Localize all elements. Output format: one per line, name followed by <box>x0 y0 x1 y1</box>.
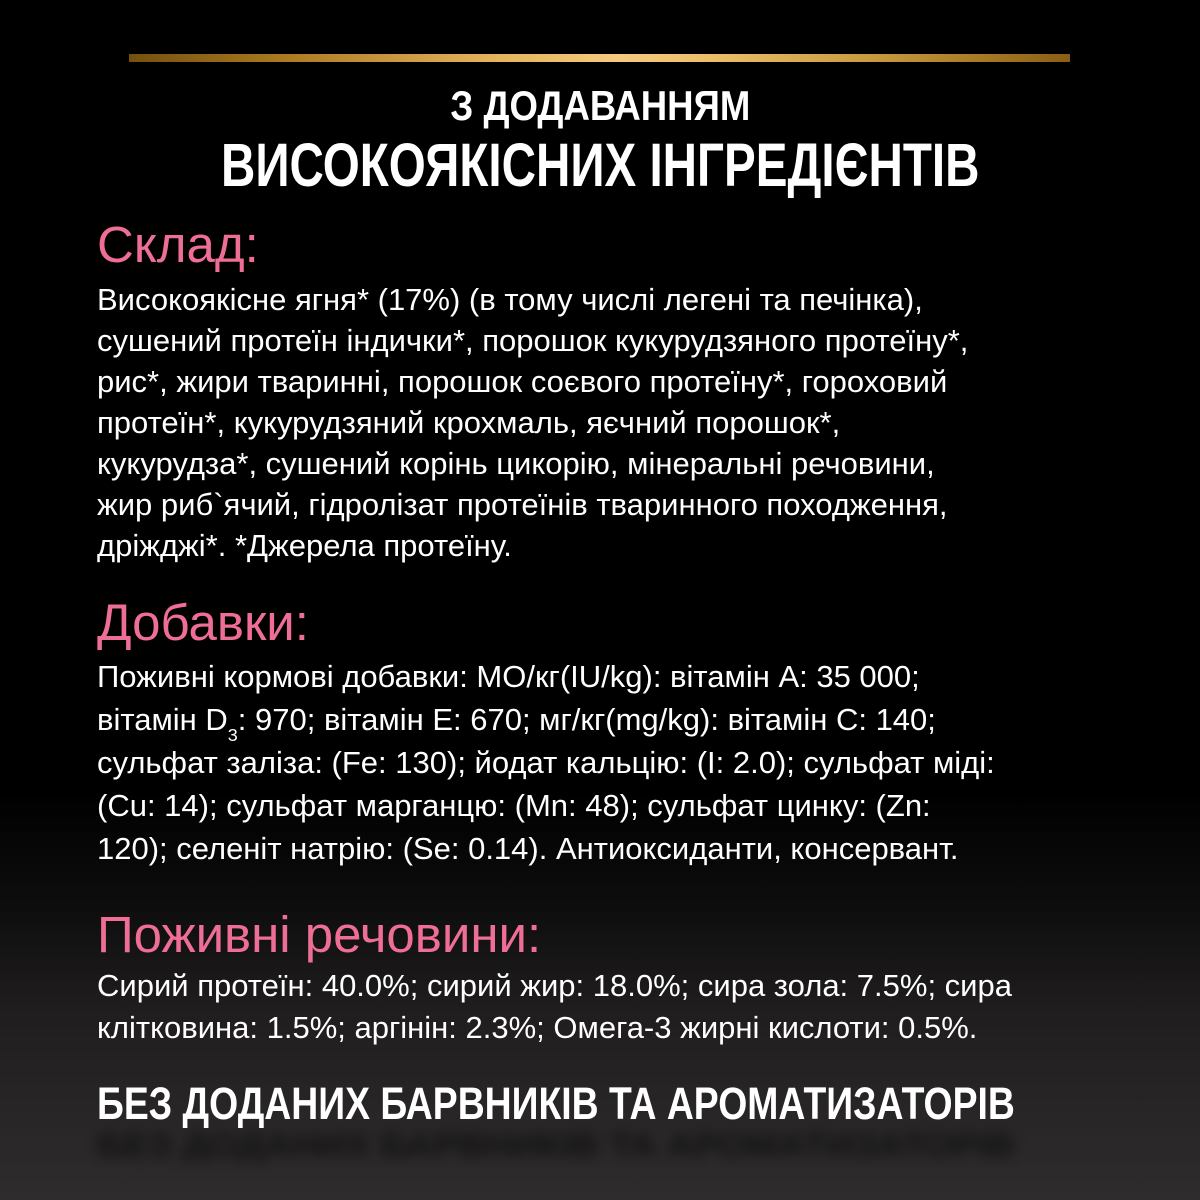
additives-paragraph <box>97 655 995 870</box>
composition-line: дріжджі*. *Джерела протеїну. <box>97 528 512 563</box>
composition-line: кукурудза*, сушений корінь цикорію, мінеральні речовини, <box>97 446 935 481</box>
nutrients-paragraph <box>97 965 1012 1049</box>
nutrients-title: Поживні речовини: <box>97 906 542 963</box>
additives-title: Добавки: <box>97 594 309 651</box>
footer-claim-reflection: БЕЗ ДОДАНИХ БАРВНИКІВ ТА АРОМАТИЗАТОРІВ <box>97 1126 1015 1165</box>
additives-line <box>97 698 995 746</box>
composition-line: сушений протеїн індички*, порошок кукурудзяного протеїну*, <box>97 323 969 358</box>
composition-line: протеїн*, кукурудзяний крохмаль, яєчний порошок*, <box>97 405 841 440</box>
additives-line: Поживні кормові добавки: МО/кг(IU/kg): вітамін A: 35 000; <box>97 659 920 694</box>
header-line-2-text: ВИСОКОЯКІСНИХ ІНГРЕДІЄНТІВ <box>220 131 980 199</box>
header-line-2 <box>0 131 1200 199</box>
header-line-1 <box>0 82 1200 130</box>
additives-line: (Cu: 14); сульфат марганцю: (Mn: 48); сульфат цинку: (Zn: <box>97 788 931 823</box>
composition-title: Склад: <box>97 216 259 273</box>
composition-paragraph <box>97 279 968 566</box>
vitamin-d3-subscript: 3 <box>227 725 238 746</box>
additives-line2-post: : 970; вітамін E: 670; мг/кг(mg/kg): вітамін C: 140; <box>237 702 936 737</box>
additives-line: 120); селеніт натрію: (Se: 0.14). Антиоксиданти, консервант. <box>97 831 959 866</box>
nutrients-line: Сирий протеїн: 40.0%; сирий жир: 18.0%; сира зола: 7.5%; сира <box>97 968 1012 1003</box>
additives-line: сульфат заліза: (Fe: 130); йодат кальцію: (I: 2.0); сульфат міді: <box>97 745 995 780</box>
composition-line: Високоякісне ягня* (17%) (в тому числі легені та печінка), <box>97 282 923 317</box>
footer-claim: БЕЗ ДОДАНИХ БАРВНИКІВ ТА АРОМАТИЗАТОРІВ <box>97 1078 1015 1129</box>
nutrients-line: клітковина: 1.5%; аргінін: 2.3%; Омега-3 жирні кислоти: 0.5%. <box>97 1010 978 1045</box>
composition-line: рис*, жири тваринні, порошок соєвого протеїну*, гороховий <box>97 364 948 399</box>
gold-divider-bar <box>129 54 1070 62</box>
header-line-1-text: З ДОДАВАННЯМ <box>450 82 750 129</box>
additives-line2-pre: вітамін D <box>97 702 228 737</box>
composition-line: жир риб`ячий, гідролізат протеїнів тваринного походження, <box>97 487 948 522</box>
